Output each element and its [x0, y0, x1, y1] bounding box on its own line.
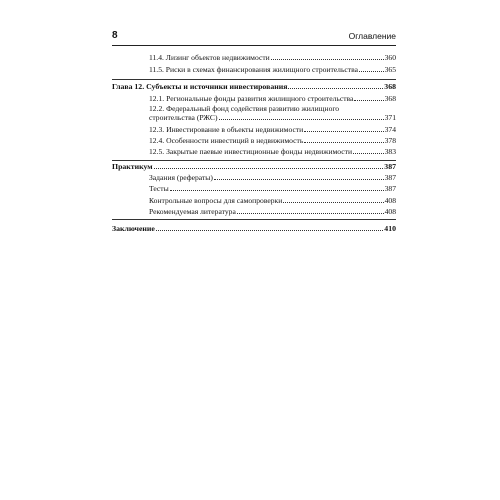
toc-entry: Рекомендуемая литература 408 [149, 207, 396, 216]
section-divider [112, 219, 396, 220]
toc-entry: 12.3. Инвестирование в объекты недвижимости 374 [149, 125, 396, 134]
running-title: Оглавление [348, 31, 396, 41]
toc-entry: 12.4. Особенности инвестиций в недвижимость 378 [149, 136, 396, 145]
toc-chapter: Глава 12. Субъекты и источники инвестирования 368 [112, 82, 396, 91]
toc-entry: Тесты 387 [149, 184, 396, 193]
toc-entry: 12.2. Федеральный фонд содействия развитию жилищного строительства (РЖС) 371 [149, 104, 396, 122]
toc-chapter: Заключение 410 [112, 224, 396, 233]
toc-entry: Контрольные вопросы для самопроверки 408 [149, 196, 396, 205]
section-divider [112, 79, 396, 80]
toc-entry: 12.5. Закрытые паевые инвестиционные фонды недвижимости 383 [149, 147, 396, 156]
toc-chapter: Практикум 387 [112, 162, 396, 171]
toc-entry: 11.4. Лизинг объектов недвижимости 360 [149, 53, 396, 62]
toc-entry: 11.5. Риски в схемах финансирования жилищного строительства 365 [149, 65, 396, 74]
toc-entry: Задания (рефераты) 387 [149, 173, 396, 182]
toc-entry: 12.1. Региональные фонды развития жилищного строительства 368 [149, 94, 396, 103]
page-header [112, 31, 396, 46]
page-number: 8 [112, 30, 118, 41]
